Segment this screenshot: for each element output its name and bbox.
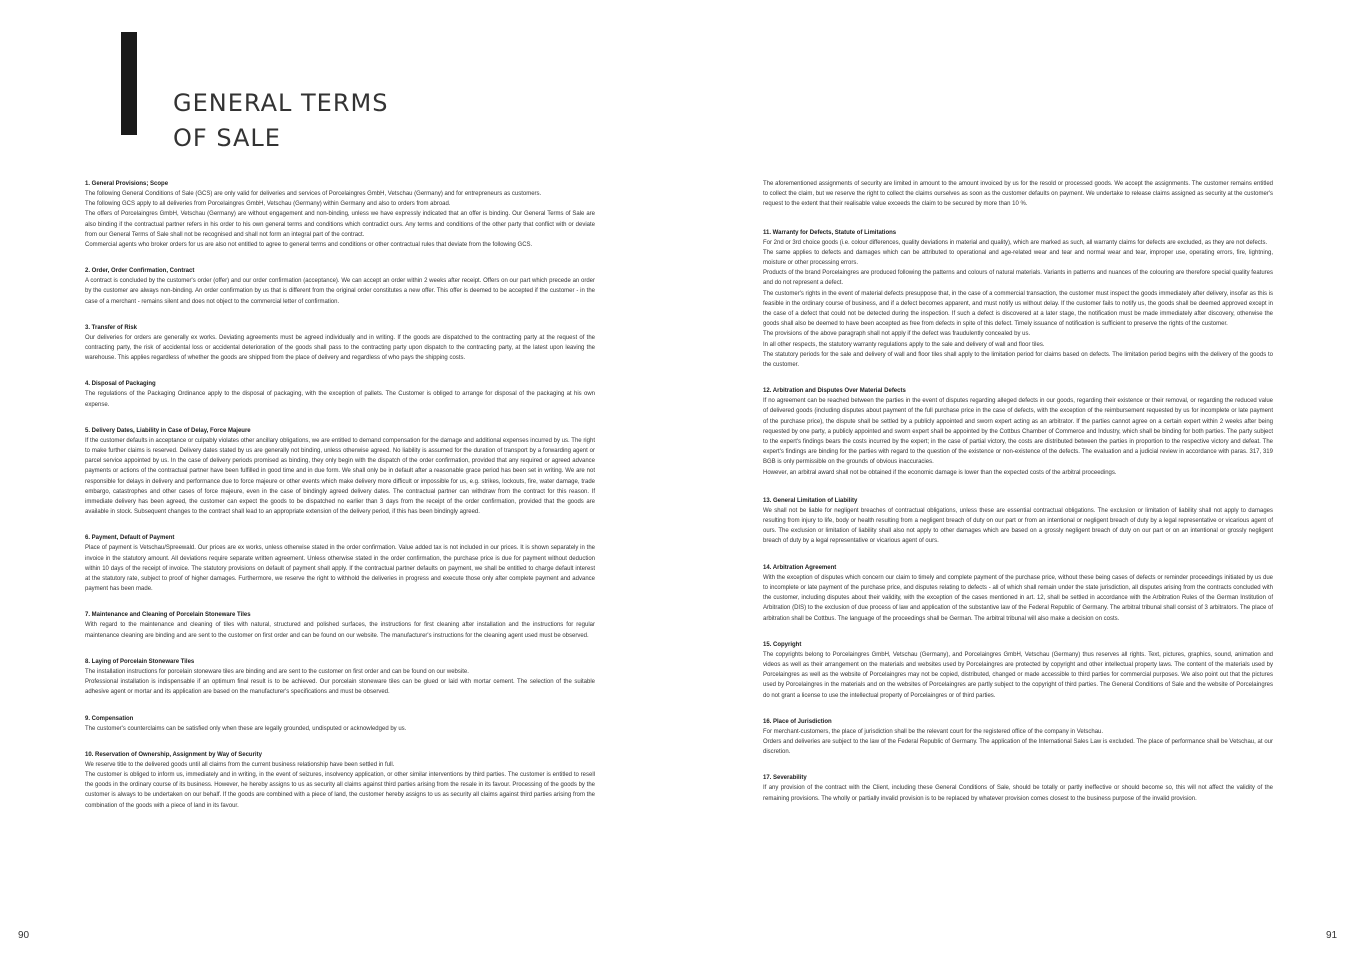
terms-section (85, 426, 595, 518)
section-heading: 11. Warranty for Defects, Statute of Limitations (763, 229, 897, 236)
section-paragraph: With the exception of disputes which concern our claim to timely and complete payment of the purchase price, without these being cases of defects or reminder proceedings initiated by us due to incomplete or late payment of the purchase price, and disputes relating to defects - all of which shall remain under the state jurisdiction, all disputes arising from the contracts concluded with the customer, including disputes about their validity, with the exception of the cases mentioned in art. 12, shall be settled in accordance with the Arbitration Rules of the German Institution of Arbitration (DIS) to the exclusion of due process of law and application of the substantive law of the Federal Republic of Germany. The arbitral tribunal shall consist of 3 arbitrators. The place of arbitration shall be Cottbus. The language of the proceedings shall be German. The arbitral tribunal will also make a decision on costs. (763, 574, 1273, 622)
section-paragraph: Products of the brand Porcelaingres are produced following the patterns and colours of natural materials. Variants in patterns and nuances of the colouring are therefore special quality features and do not represent a defect. (763, 270, 1273, 287)
terms-section (763, 386, 1273, 478)
terms-section (85, 750, 595, 811)
terms-section (85, 323, 595, 364)
page-number-right: 91 (1326, 930, 1338, 941)
section-paragraph: The customer's counterclaims can be satisfied only when these are legally grounded, undisputed or acknowledged by us. (85, 725, 407, 732)
section-paragraph: The following GCS apply to all deliveries from Porcelaingres GmbH, Vetschau (Germany) within Germany and also to orders from abroad. (85, 201, 451, 208)
section-heading: 9. Compensation (85, 715, 134, 722)
section-heading: 5. Delivery Dates, Liability in Case of Delay, Force Majeure (85, 427, 251, 434)
section-paragraph: If no agreement can be reached between the parties in the event of disputes regarding alleged defects in our goods, regarding their existence or their removal, or regarding the reduced value of delivered goods (including disputes about payment of the full purchase price in the case of defects, with the exception of the reimbursement requested by us for incomplete or late payment of the purchase price), the dispute shall be settled by a publicly appointed and sworn expert acting as an arbitrator. If the parties cannot agree on a certain expert within 2 weeks after being requested by one party, a publicly appointed and sworn expert shall be appointed by the Cottbus Chamber of Commerce and Industry, which shall be binding for both parties. The party subject to the expert's findings bears the costs incurred by the expert; in the case of partial victory, the costs are distributed between the parties in proportion to the respective victory and defeat. The expert's findings are binding for the parties with regard to the question of the existence or non-existence of the defects. The evaluation and a judicial review in accordance with paras. 317, 319 BGB is only permissible on the grounds of obvious inaccuracies. (763, 398, 1273, 466)
section-paragraph: The statutory periods for the sale and delivery of wall and floor tiles shall apply to the limitation period for claims based on defects. The limitation period begins with the delivery of the goods to the customer. (763, 351, 1273, 369)
terms-section (763, 179, 1273, 210)
terms-section (763, 496, 1273, 547)
terms-section (763, 563, 1273, 624)
section-paragraph: Commercial agents who broker orders for us are also not entitled to agree to general terms and conditions or other contractual rules that deviate from the following GCS. (85, 242, 533, 249)
section-paragraph: Place of payment is Vetschau/Spreewald. Our prices are ex works, unless otherwise stated in the order confirmation. Value added tax is not included in our prices. It is shown separately in the invoice in the statutory amount. All deviations require separate written agreement. Unless otherwise stated in the order confirmation, the purchase price is due for payment without deduction within 10 days of the receipt of invoice. The statutory provisions on default of payment shall apply. If the contractual partner defaults on payment, we shall be entitled to charge default interest at the statutory rate, subject to proof of higher damages. Furthermore, we reserve the right to withhold the deliveries in progress and execute those only after complete payment and advance payment has been made. (85, 545, 595, 593)
terms-section (85, 533, 595, 594)
page-number-left: 90 (18, 930, 30, 941)
section-heading: 14. Arbitration Agreement (763, 564, 837, 571)
section-heading: 13. General Limitation of Liability (763, 497, 858, 504)
terms-section (85, 266, 595, 307)
section-paragraph: The following General Conditions of Sale (GCS) are only valid for deliveries and services of Porcelaingres GmbH, Vetschau (Germany) and for entrepreneurs as customers. (85, 191, 542, 197)
terms-section (763, 228, 1273, 371)
section-heading: 10. Reservation of Ownership, Assignment by Way of Security (85, 751, 262, 758)
section-heading: 4. Disposal of Packaging (85, 381, 156, 388)
section-heading: 17. Severability (763, 775, 807, 782)
section-paragraph: With regard to the maintenance and cleaning of tiles with natural, structured and polished surfaces, the instructions for first cleaning after installation and the instructions for regular maintenance cleaning are binding and are sent to the customer on first order and can be found on our website. The manufacturer's instructions for the cleaning agent used must be observed. (85, 622, 595, 639)
section-heading: 7. Maintenance and Cleaning of Porcelain Stoneware Tiles (85, 612, 251, 619)
section-paragraph: We reserve title to the delivered goods until all claims from the current business relationship have been settled in full. (85, 761, 395, 768)
section-paragraph: However, an arbitral award shall not be obtained if the economic damage is lower than the expected costs of the arbitral proceedings. (763, 469, 1117, 476)
section-heading: 3. Transfer of Risk (85, 324, 138, 331)
terms-section (85, 179, 595, 250)
section-paragraph: The installation instructions for porcelain stoneware tiles are binding and are sent to the customer on first order and can be found on our website. (85, 668, 469, 675)
terms-section (85, 379, 595, 409)
title-bar-decoration (121, 32, 137, 135)
section-paragraph: A contract is concluded by the customer's order (offer) and our order confirmation (acceptance). We can accept an order within 2 weeks after receipt. Offers on our part which precede an order by the customer are always non-binding. An order confirmation by us that is different from the original order constitutes a new offer. This offer is deemed to be accepted if the customer - in the case of a merchant - remains silent and does not object to the commercial letter of confirmation. (85, 278, 595, 305)
section-paragraph: Our deliveries for orders are generally ex works. Deviating agreements must be agreed individually and in writing. If the goods are dispatched to the contracting party at the request of the contracting party, the risk of accidental loss or accidental deterioration of the goods shall pass to the contracting party upon dispatch to the contracting party, at the latest upon leaving the warehouse. This applies regardless of whether the goods are shipped from the place of delivery and regardless of who pays the shipping costs. (85, 334, 595, 362)
section-paragraph: The regulations of the Packaging Ordinance apply to the disposal of packaging, with the exception of pallets. The Customer is obliged to arrange for disposal of the packaging at his own expense. (85, 391, 595, 408)
terms-section (85, 714, 595, 734)
terms-section (85, 657, 595, 698)
section-paragraph: The copyrights belong to Porcelaingres GmbH, Vetschau (Germany), and Porcelaingres GmbH, Vetschau (Germany) thus reserves all rights. Text, pictures, graphics, sound, animation and videos as well as their arrangement on the materials and websites used by Porcelaingres are protected by copyright and other intellectual property laws. The content of the materials used by Porcelaingres as well as the website of Porcelaingres may not be copied, distributed, changed or made accessible to third parties for commercial purposes. We also point out that the pictures used by Porcelaingres in the materials and on the websites of Porcelaingres are partly subject to the copyright of third parties. The General Conditions of Sale and the website of Porcelaingres do not grant a license to use the intellectual property of Porcelaingres or of third parties. (763, 651, 1273, 699)
section-heading: 16. Place of Jurisdiction (763, 718, 832, 725)
section-heading: 12. Arbitration and Disputes Over Material Defects (763, 388, 906, 395)
terms-section (763, 773, 1273, 803)
page-title-line-1: GENERAL TERMS (173, 89, 389, 117)
left-column (85, 179, 595, 811)
page-title (173, 86, 388, 156)
section-heading: 1. General Provisions; Scope (85, 181, 169, 187)
section-paragraph: If the customer defaults in acceptance or culpably violates other ancillary obligations, we are entitled to demand compensation for the damage and additional expenses incurred by us. The right to make further claims is reserved. Delivery dates stated by us are generally not binding, unless otherwise agreed. No liability is assumed for the duration of transport by a forwarding agent or parcel service appointed by us. In the case of delivery periods promised as binding, they only begin with the dispatch of the order confirmation, provided that any required or agreed advance payments or actions of the contractual partner have been fulfilled in good time and in due form. We shall only be in default after a reasonable grace period has been set in writing. We are not responsible for delays in delivery and performance due to force majeure or other events which make delivery more difficult or impossible for us, e.g. strikes, lockouts, fire, water damage, trade embargo, catastrophes and other cases of force majeure, even in the case of bindingly agreed delivery dates. The contractual partner can withdraw from the contract for this reason. If immediate delivery has been agreed, the customer can expect the goods to be dispatched no earlier than 3 days from the receipt of the order confirmation, provided that the goods are available in stock. Subsequent changes to the contract shall lead to an appropriate extension of the delivery period, if this has been bindingly agreed. (85, 437, 595, 516)
section-paragraph: If any provision of the contract with the Client, including these General Conditions of Sale, should be totally or partly ineffective or should become so, this will not affect the validity of the remaining provisions. The wholly or partially invalid provision is to be replaced by whatever provision comes closest to the business purpose of the invalid provision. (763, 785, 1273, 802)
section-paragraph: Orders and deliveries are subject to the law of the Federal Republic of Germany. The application of the International Sales Law is excluded. The place of performance shall be Vetschau, at our discretion. (763, 738, 1273, 756)
terms-section (763, 717, 1273, 758)
section-paragraph: The aforementioned assignments of security are limited in amount to the amount invoiced by us for the resold or processed goods. We accept the assignments. The customer remains entitled to collect the claim, but we reserve the right to collect the claims ourselves as soon as the customer defaults on payment. We undertake to release claims assigned as security at the customer's request to the extent that their realisable value exceeds the claim to be secured by more than 10 %. (763, 181, 1273, 208)
section-paragraph: In all other respects, the statutory warranty regulations apply to the sale and delivery of wall and floor tiles. (763, 341, 1045, 348)
section-heading: 8. Laying of Porcelain Stoneware Tiles (85, 658, 195, 665)
terms-section (763, 640, 1273, 701)
section-paragraph: Professional installation is indispensable if an optimum final result is to be achieved. Our porcelain stoneware tiles can be glued or laid with mortar cement. The selection of the suitable adhesive agent or mortar and its application are based on the manufacturer's specifications and must be observed. (85, 679, 595, 696)
page-title-line-2: OF SALE (173, 124, 281, 152)
terms-section (85, 610, 595, 640)
section-paragraph: The provisions of the above paragraph shall not apply if the defect was fraudulently concealed by us. (763, 331, 1031, 338)
section-heading: 15. Copyright (763, 641, 802, 648)
right-column (763, 179, 1273, 804)
section-paragraph: The customer is obliged to inform us, immediately and in writing, in the event of seizures, insolvency application, or other similar interventions by third parties. The customer is entitled to resell the goods in the ordinary course of its business. However, he hereby assigns to us as security all claims against third parties arising from the resale in its favour. Processing of the goods by the customer is always to be undertaken on our behalf. If the goods are combined with a piece of land, the customer hereby assigns to us as security all claims against third parties arising from the combination of the goods with a piece of land in its favour. (85, 771, 595, 809)
section-paragraph: The same applies to defects and damages which can be attributed to operational and age-related wear and tear and normal wear and tear, improper use, operating errors, fire, lightning, moisture or other processing errors. (763, 249, 1273, 267)
section-paragraph: For merchant-customers, the place of jurisdiction shall be the relevant court for the registered office of the company in Vetschau. (763, 728, 1104, 735)
section-paragraph: The offers of Porcelaingres GmbH, Vetschau (Germany) are without engagement and non-binding, unless we have expressly indicated that an offer is binding. Our General Terms of Sale are also binding if the contractual partner refers in his order to his own general terms and conditions which contradict ours. Any terms and conditions of the other party that conflict with or deviate from our General Terms of Sale shall not be recognised and shall not form an integral part of the contract. (85, 211, 595, 238)
section-paragraph: The customer's rights in the event of material defects presuppose that, in the case of a commercial transaction, the customer must inspect the goods immediately after delivery, insofar as this is feasible in the ordinary course of business, and if a defect becomes apparent, and must notify us without delay. If the customer fails to notify us, the goods shall be deemed approved except in the case of a defect that could not be detected during the inspection. If such a defect is discovered at a later stage, the notification must be made immediately after discovery, otherwise the goods shall also be deemed to have been accepted as free from defects in spite of this defect. Timely issuance of notification is sufficient to preserve the rights of the customer. (763, 290, 1273, 328)
section-heading: 2. Order, Order Confirmation, Contract (85, 268, 195, 275)
section-paragraph: We shall not be liable for negligent breaches of contractual obligations, unless these are essential contractual obligations. The exclusion or limitation of liability shall not apply to damages resulting from injury to life, body or health resulting from a negligent breach of duty on our part or from an intentional or negligent breach of duty by a legal representative or vicarious agent of ours. The exclusion or limitation of liability shall also not apply to other damages which are based on a grossly negligent breach of duty on our part or on an intentional or grossly negligent breach of duty by a legal representative or vicarious agent of ours. (763, 507, 1273, 545)
section-paragraph: For 2nd or 3rd choice goods (i.e. colour differences, quality deviations in material and quality), which are marked as such, all warranty claims for defects are excluded, as they are not defects. (763, 239, 1268, 246)
section-heading: 6. Payment, Default of Payment (85, 535, 175, 542)
